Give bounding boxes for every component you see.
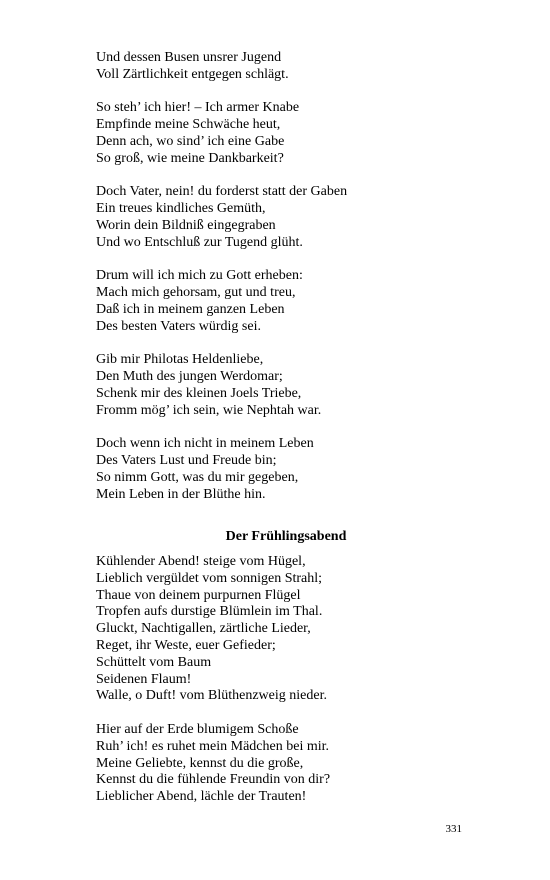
verse-line: So nimm Gott, was du mir gegeben, xyxy=(96,469,299,485)
verse-line: Mach mich gehorsam, gut und treu, xyxy=(96,285,296,301)
verse-line: Den Muth des jungen Werdomar; xyxy=(96,369,283,385)
verse-line: Des Vaters Lust und Freude bin; xyxy=(96,453,277,469)
verse-line: Drum will ich mich zu Gott erheben: xyxy=(96,268,303,284)
verse-line: Denn ach, wo sind’ ich eine Gabe xyxy=(96,133,285,149)
verse-line: Und wo Entschluß zur Tugend glüht. xyxy=(96,234,303,250)
verse-line: Lieblich vergüldet vom sonnigen Strahl; xyxy=(96,570,323,586)
stanza-gap xyxy=(96,84,476,101)
verse-line: Fromm mög’ ich sein, wie Nephtah war. xyxy=(96,402,322,418)
verse-line: Des besten Vaters würdig sei. xyxy=(96,318,261,334)
verse-line: Voll Zärtlichkeit entgegen schlägt. xyxy=(96,66,289,82)
verse-line: Gluckt, Nachtigallen, zärtliche Lieder, xyxy=(96,621,311,637)
stanza xyxy=(96,268,476,335)
verse-line: Gib mir Philotas Heldenliebe, xyxy=(96,352,264,368)
stanza xyxy=(96,554,476,705)
verse-line: Schüttelt vom Baum xyxy=(96,654,212,670)
poem-fruehlingsabend xyxy=(96,554,476,806)
verse-line: Thaue von deinem purpurnen Flügel xyxy=(96,587,301,603)
stanza-gap xyxy=(96,336,476,353)
verse-line: So groß, wie meine Dankbarkeit? xyxy=(96,150,284,166)
verse-line: Und dessen Busen unsrer Jugend xyxy=(96,50,282,65)
page-number: 331 xyxy=(445,823,462,835)
verse-line: Daß ich in meinem ganzen Leben xyxy=(96,301,285,317)
verse-line: Worin dein Bildniß eingegraben xyxy=(96,217,276,233)
verse-line: Mein Leben in der Blüthe hin. xyxy=(96,486,266,502)
verse-line: Ruh’ ich! es ruhet mein Mädchen bei mir. xyxy=(96,738,330,754)
stanza xyxy=(96,50,476,84)
verse-line: Meine Geliebte, kennst du die große, xyxy=(96,755,304,771)
verse-line: Lieblicher Abend, lächle der Trauten! xyxy=(96,789,307,805)
stanza-gap xyxy=(96,168,476,185)
stanza xyxy=(96,352,476,419)
stanza xyxy=(96,722,476,806)
verse-line: Reget, ihr Weste, euer Gefieder; xyxy=(96,637,276,653)
verse-line: Kennst du die fühlende Freundin von dir? xyxy=(96,772,331,788)
verse-line: Doch wenn ich nicht in meinem Leben xyxy=(96,436,314,452)
stanza-gap xyxy=(96,420,476,437)
verse-line: So steh’ ich hier! – Ich armer Knabe xyxy=(96,100,300,116)
poem-continuation xyxy=(96,50,476,504)
stanza xyxy=(96,184,476,251)
poem-title: Der Frühlingsabend xyxy=(225,529,347,544)
stanza xyxy=(96,436,476,503)
stanza-gap xyxy=(96,705,476,722)
stanza-gap xyxy=(96,252,476,269)
verse-line: Ein treues kindliches Gemüth, xyxy=(96,201,266,217)
verse-line: Walle, o Duft! vom Blüthenzweig nieder. xyxy=(96,688,327,704)
verse-line: Doch Vater, nein! du forderst statt der Gaben xyxy=(96,184,348,200)
verse-line: Schenk mir des kleinen Joels Triebe, xyxy=(96,385,302,401)
verse-line: Kühlender Abend! steige vom Hügel, xyxy=(96,554,306,569)
stanza xyxy=(96,100,476,167)
verse-line: Seidenen Flaum! xyxy=(96,671,192,687)
verse-line: Hier auf der Erde blumigem Schoße xyxy=(96,721,299,737)
verse-line: Tropfen aufs durstige Blümlein im Thal. xyxy=(96,604,323,620)
verse-line: Empfinde meine Schwäche heut, xyxy=(96,117,281,133)
